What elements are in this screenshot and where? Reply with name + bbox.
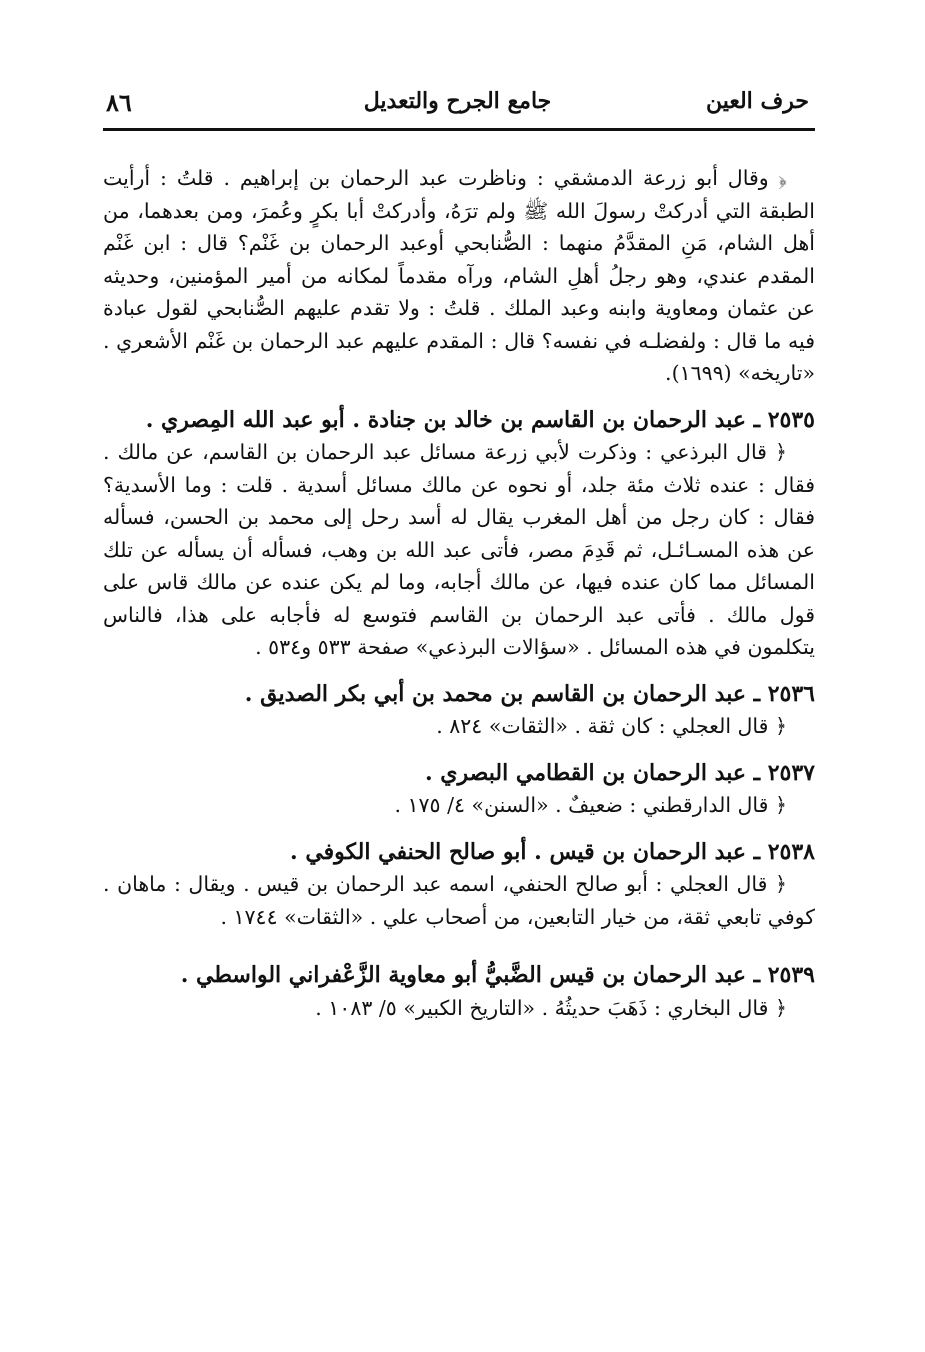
header-divider [103,128,815,131]
page-body [103,162,815,1024]
entry-text-2538: ﴿ قال العجلي : أبو صالح الحنفي، اسمه عبد الرحمان بن قيس . ويقال : ماهان . كوفي تابعي ثقة، من خيار التابعين، من أصحاب علي . «الثقات» ١٧٤٤ . [103,872,815,929]
entry-text-2539: ﴿ قال البخاري : ذَهَبَ حديثُهُ . «التاريخ الكبير» ٥/ ١٠٨٣ . [315,995,787,1020]
entry-text-2535: ﴿ قال البرذعي : وذكرت لأبي زرعة مسائل عبد الرحمان بن القاسم، عن مالك . فقال : عنده ثلاث مئة جلد، أو نحوه عن مالك مسائل أسدية . قلت : وما الأسدية؟ فقال : كان رجل من أهل المغرب يقال له أسد رحل إلى محمد بن الحسن، فسأله عن هذه المسـائـل، ثم قَدِمَ مصر، فأتى عبد الله بن وهب، فسأله أن يسأله عن تلك المسائل مما كان عنده فيها، عن مالك أجابه، وما لم يكن عنده عن مالك قاس على قول مالك . فأتى عبد الرحمان بن القاسم فتوسع له فأجابه على هذا، فالناس يتكلمون في هذه المسائل . «سؤالات البرذعي» صفحة ٥٣٣ و٥٣٤ . [103,440,815,659]
entry-text-2536: ﴿ قال العجلي : كان ثقة . «الثقات» ٨٢٤ . [436,714,787,738]
page-header [100,88,815,122]
entry-heading-2539: ٢٥٣٩ ـ عبد الرحمان بن قيس الضَّبيُّ أبو معاوية الزَّعْفراني الواسطي . [180,962,815,988]
entry-heading-2538: ٢٥٣٨ ـ عبد الرحمان بن قيس . أبو صالح الحنفي الكوفي . [290,838,815,865]
entry-heading-2537: ٢٥٣٧ ـ عبد الرحمان بن القطامي البصري . [424,759,815,786]
entry-heading-2536: ٢٥٣٦ ـ عبد الرحمان بن القاسم بن محمد بن أبي بكر الصديق . [244,680,815,707]
entry-text-2537: ﴿ قال الدارقطني : ضعيفٌ . «السنن» ٤/ ١٧٥ . [394,793,787,817]
chapter-title: حرف العين [705,88,809,114]
paragraph-abu-zura: ﴿ وقال أبو زرعة الدمشقي : وناظرت عبد الرحمان بن إبراهيم . قلتُ : أرأيت الطبقة التي أدركتْ رسولَ الله ﷺ ولم ترَهُ، وأدركتْ أبا بكرٍ وعُمرَ، ومن بعدهما، من أهل الشام، مَنِ المقدَّمُ منهما : الصُّنابحي أوعبد الرحمان بن غَنْم؟ قال : ابن غَنْم المقدم عندي، وهو رجلُ أهلِ الشام، ورآه مقدماً لمكانه من أمير المؤمنين، وحديثه عن عثمان ومعاوية وابنه وعبد الملك . قلتُ : ولا تقدم عليهم الصُّنابحي لقول عبادة فيه ما قال : ولفضلـه في نفسه؟ قال : المقدم عليهم عبد الرحمان بن غَنْم الأشعري . «تاريخه» (١٦٩٩). [103,166,815,385]
entry-heading-2535: ٢٥٣٥ ـ عبد الرحمان بن القاسم بن خالد بن جنادة . أبو عبد الله المِصري . [145,406,815,433]
page-number: ٨٦ [106,88,132,117]
book-title: جامع الجرح والتعديل [363,88,552,114]
